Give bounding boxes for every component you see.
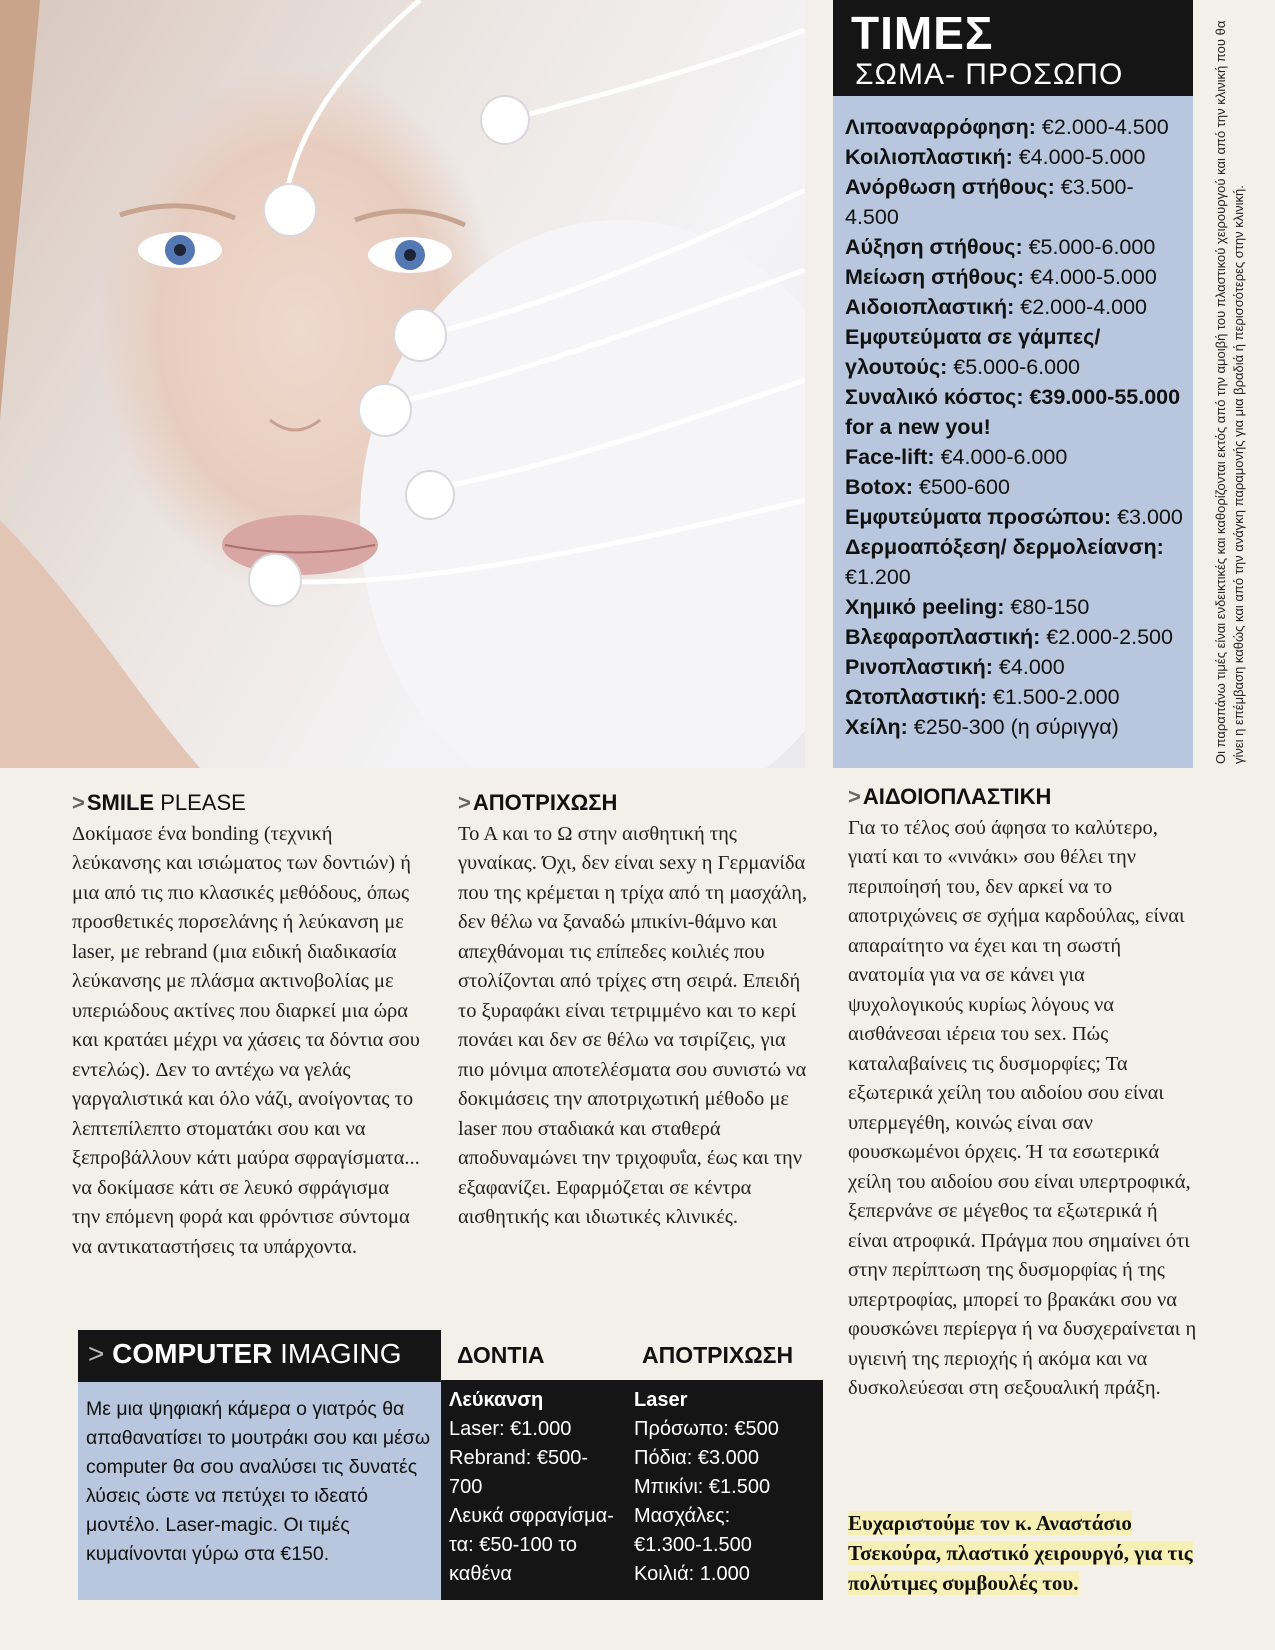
teeth-price-line: 700 bbox=[449, 1476, 483, 1498]
prices-subtitle: ΣΩΜΑ- ΠΡΟΣΩΠΟ bbox=[855, 58, 1124, 91]
price-item: Λιποαναρρόφηση: €2.000-4.500 bbox=[845, 115, 1169, 139]
face-electrodes-photo bbox=[0, 0, 805, 768]
hair-removal-text: Το Α και το Ω στην αισθητική της γυναίκας. Όχι, δεν είναι sexy η Γερμανίδα που της κρέμεται η τρίχα από τη μασχάλη, δεν θέλω να ξαναδώ μπικίνι-θάμνο και απεχθάνομαι τις επίπεδες κοιλιές που στολίζονται από τρίχες στη σειρά. Επειδή το ξυραφάκι είναι τετριμμένο και το κερί πονάει και δεν σε θέλω να τσιρίζεις, για πιο μόνιμα αποτελέσματα σου συνιστώ να δοκιμάσεις την αποτριχωτική μέθοδο με laser που σταδιακά και σταθερά αποδυναμώνει την τριχοφυΐα, έως και την εξαφανίζει. Εφαρμόζεται σε κέντρα αισθητικής και ιδιωτικές κλινικές. bbox=[458, 822, 808, 1228]
hair-price-line: €1.300-1.500 bbox=[634, 1534, 752, 1556]
labiaplasty-text: Για το τέλος σού άφησα το καλύτερο, γιατί και το «νινάκι» σου θέλει την περιποίησή του, δεν αρκεί να το αποτριχώνεις σε σχήμα καρδούλας, είναι απαραίτητο να έχει και τη σωστή ανατομία για να σε κάνει για ψυχολογικούς κυρίως λόγους να αισθάνεσαι ιέρεια του sex. Πώς καταλαβαίνεις τις δυσμορφίες; Τα εξωτερικά χείλη του αιδοίου σου είναι υπερμεγέθη, κοινώς είναι σαν φουσκωμένοι όρχεις. Ή τα εσωτερικά χείλη του αιδοίου σου είναι υπερτροφικά, ξεπερνάνε σε μέγεθος τα εξωτερικά ή είναι ατροφικά. Πράγμα που σημαίνει ότι στην περίπτωση της δυσμορφίας ή της υπερτροφίας, μπορεί το βρακάκι σου να φουσκώνει περίεργα ή να δυσχεραίνεται η υγιεινή της περιοχής ή ακόμα και να δυσκολεύεσαι στη σεξουαλική πράξη. bbox=[848, 816, 1197, 1399]
article-hair-removal bbox=[458, 788, 808, 1233]
price-item: Face-lift: €4.000-6.000 bbox=[845, 445, 1068, 469]
smile-heading: >SMILE PLEASE bbox=[72, 790, 246, 815]
price-item: Χημικό peeling: €80-150 bbox=[845, 595, 1090, 619]
hair-price-line: Μασχάλες: bbox=[634, 1505, 731, 1527]
arrow-icon: > bbox=[72, 790, 85, 815]
price-item: Δερμοαπόξεση/ δερμολείανση: €1.200 bbox=[845, 535, 1164, 589]
photo-illustration bbox=[0, 0, 805, 768]
side-note-text: Οι παραπάνω τιμές είναι ενδεικτικές και καθορίζονται εκτός από την αμοιβή του πλαστικού χειρουργού και από την κλινική που θα γίνει η επέμβαση καθώς και από την ανάγκη παραμονής για μια βραδιά ή περισσότερες στην κλινική. bbox=[1213, 20, 1246, 764]
hair-price-line: Πόδια: €3.000 bbox=[634, 1447, 759, 1469]
price-item: Κοιλιοπλαστική: €4.000-5.000 bbox=[845, 145, 1146, 169]
arrow-icon: > bbox=[88, 1338, 113, 1369]
teeth-price-line: τα: €50-100 το bbox=[449, 1534, 577, 1556]
price-item: Χείλη: €250-300 (η σύριγγα) bbox=[845, 715, 1119, 739]
price-item: Αύξηση στήθους: €5.000-6.000 bbox=[845, 235, 1156, 259]
price-item: Μείωση στήθους: €4.000-5.000 bbox=[845, 265, 1157, 289]
hair-removal-prices-box bbox=[626, 1380, 823, 1600]
teeth-price-line: καθένα bbox=[449, 1563, 512, 1585]
price-item: Αιδοιοπλαστική: €2.000-4.000 bbox=[845, 295, 1148, 319]
teeth-prices-box bbox=[441, 1380, 626, 1600]
price-item: Ανόρθωση στήθους: €3.500-4.500 bbox=[845, 175, 1134, 229]
price-list bbox=[845, 112, 1185, 742]
computer-imaging-header: > COMPUTER IMAGING bbox=[78, 1330, 441, 1382]
teeth-price-line: Λευκά σφραγίσμα- bbox=[449, 1505, 614, 1527]
arrow-icon: > bbox=[848, 784, 861, 809]
hair-price-line: Μπικίνι: €1.500 bbox=[634, 1476, 771, 1498]
price-item-total: Συναλικό κόστος: €39.000-55.000 for a new you! bbox=[845, 385, 1181, 439]
hair-price-line: Πρόσωπο: €500 bbox=[634, 1418, 779, 1440]
computer-imaging-text: Με μια ψηφιακή κάμερα ο γιατρός θα απαθανατίσει το μουτράκι σου και μέσω computer θα σου αναλύσει τις δυνατές λύσεις ώστε να πετύχει το ιδεατό μοντέλο. Laser-magic. Οι τιμές κυμαίνονται γύρω στα €150. bbox=[86, 1398, 431, 1565]
price-item: Ωτοπλαστική: €1.500-2.000 bbox=[845, 685, 1120, 709]
smile-text: Δοκίμασε ένα bonding (τεχνική λεύκανσης και ισιώματος των δοντιών) ή μια από τις πιο κλασικές μεθόδους, όπως προσθετικές πορσελάνης ή λεύκανση με laser, με rebrand (μια ειδική διαδικασία λεύκανσης με πλάσμα ακτινοβολίας με υπεριώδους ακτίνες που διαρκεί μια ώρα και κρατάει μέχρι να χάσεις τα δόντια σου εντελώς). Δεν το αντέχω να γελάς γαργαλιστικά και όλο νάζι, ανοίγοντας το λεπτεπίλεπτο στοματάκι σου και να ξεπροβάλλουν κάτι μαύρα σφραγίσματα... να δοκίμασε κάτι σε λευκό σφράγισμα την επόμενη φορά και φρόντισε σύντομα να αντικαταστήσεις τα υπάρχοντα. bbox=[72, 822, 420, 1258]
teeth-header: ΔΟΝΤΙΑ bbox=[441, 1332, 626, 1380]
prices-panel bbox=[833, 0, 1193, 768]
teeth-price-line: Rebrand: €500- bbox=[449, 1447, 588, 1469]
price-item: Botox: €500-600 bbox=[845, 475, 1010, 499]
prices-title: ΤΙΜΕΣ bbox=[851, 7, 994, 59]
article-labiaplasty bbox=[848, 782, 1198, 1404]
labiaplasty-heading: >ΑΙΔΟΙΟΠΛΑΣΤΙΚΗ bbox=[848, 784, 1052, 809]
price-item: Ρινοπλαστική: €4.000 bbox=[845, 655, 1065, 679]
thanks-note: Ευχαριστούμε τον κ. Αναστάσιο Τσεκούρα, πλαστικό χειρουργό, για τις πολύτιμες συμβουλές του. bbox=[848, 1511, 1193, 1595]
hair-removal-heading: >ΑΠΟΤΡΙΧΩΣΗ bbox=[458, 790, 618, 815]
hair-box-subheading: Laser bbox=[634, 1389, 688, 1411]
price-item: Εμφυτεύματα σε γάμπες/ γλουτούς: €5.000-6.000 bbox=[845, 325, 1101, 379]
article-smile bbox=[72, 788, 420, 1262]
prices-header bbox=[833, 0, 1193, 96]
teeth-subheading: Λεύκανση bbox=[449, 1389, 544, 1411]
price-item: Εμφυτεύματα προσώπου: €3.000 bbox=[845, 505, 1183, 529]
side-note bbox=[1200, 0, 1260, 768]
hair-removal-box-header: ΑΠΟΤΡΙΧΩΣΗ bbox=[626, 1332, 823, 1380]
hair-price-line: Κοιλιά: 1.000 bbox=[634, 1563, 750, 1585]
teeth-price-line: Laser: €1.000 bbox=[449, 1418, 572, 1440]
price-item: Βλεφαροπλαστική: €2.000-2.500 bbox=[845, 625, 1173, 649]
arrow-icon: > bbox=[458, 790, 471, 815]
